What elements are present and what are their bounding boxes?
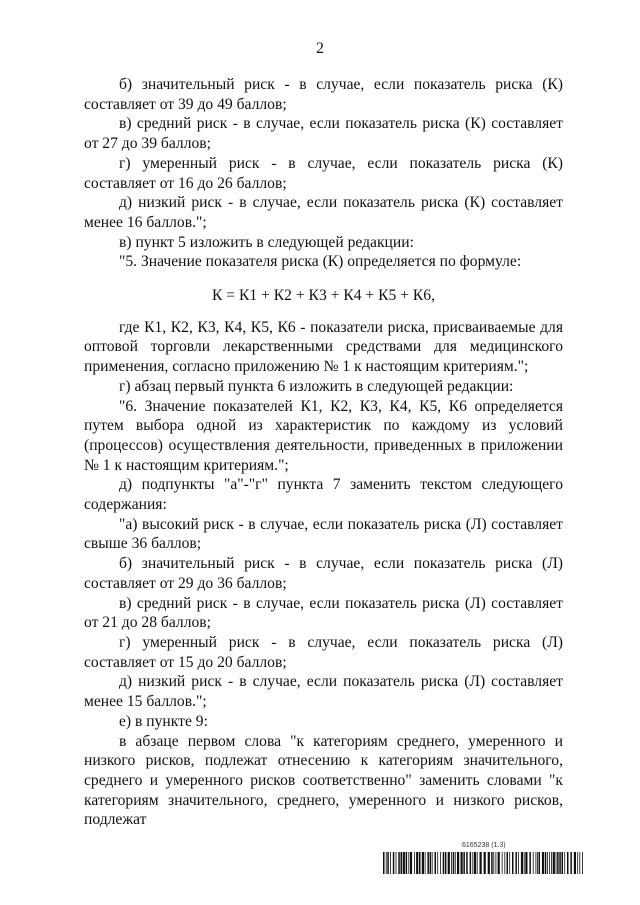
paragraph: в) пункт 5 изложить в следующей редакции: xyxy=(119,233,414,251)
paragraph: в) средний риск - в случае, если показатель риска (К) составляет от 27 до 39 баллов; xyxy=(84,115,563,153)
paragraph: д) подпункты "а"-"г" пункта 7 заменить текстом следующего содержания: xyxy=(84,476,563,514)
paragraph: где К1, К2, К3, К4, К5, К6 - показатели риска, присваиваемые для оптовой торговли лекарственными средствами для медицинского применения, согласно приложению № 1 к настоящим критериям."; xyxy=(84,318,563,376)
paragraph: д) низкий риск - в случае, если показатель риска (К) составляет менее 16 баллов."; xyxy=(84,194,563,231)
paragraph: г) умеренный риск - в случае, если показатель риска (Л) составляет от 15 до 20 баллов; xyxy=(84,633,563,671)
paragraph: г) умеренный риск - в случае, если показатель риска (К) составляет от 16 до 26 баллов; xyxy=(84,154,563,192)
paragraph: "5. Значение показателя риска (К) определяется по формуле: xyxy=(119,253,522,271)
document-body xyxy=(84,75,563,830)
paragraph: е) в пункте 9: xyxy=(119,712,208,730)
formula: К = К1 + К2 + К3 + К4 + К5 + К6, xyxy=(211,287,436,305)
paragraph: г) абзац первый пункта 6 изложить в следующей редакции: xyxy=(119,377,514,395)
barcode-icon xyxy=(383,852,583,874)
paragraph: "а) высокий риск - в случае, если показатель риска (Л) составляет свыше 36 баллов; xyxy=(84,515,563,553)
page-number: 2 xyxy=(316,40,324,57)
paragraph: в абзаце первом слова "к категориям среднего, умеренного и низкого рисков, подлежат отнесению к категориям значительного, среднего и умеренного рисков соответственно" заменить словами "к категориям значительного, среднего, умеренного и низкого рисков, подлежат xyxy=(84,732,563,829)
paragraph: д) низкий риск - в случае, если показатель риска (Л) составляет менее 15 баллов."; xyxy=(84,673,563,711)
document-code: 6165238 (1.3) xyxy=(462,842,506,849)
paragraph: "6. Значение показателей К1, К2, К3, К4, К5, К6 определяется путем выбора одной из характеристик по каждому из условий (процессов) осуществления деятельности, приведенных в приложении № 1 к настоящим критериям."; xyxy=(84,397,563,474)
paragraph: б) значительный риск - в случае, если показатель риска (Л) составляет от 29 до 36 баллов; xyxy=(84,555,563,592)
paragraph: б) значительный риск - в случае, если показатель риска (К) составляет от 39 до 49 баллов; xyxy=(84,76,563,113)
paragraph: в) средний риск - в случае, если показатель риска (Л) составляет от 21 до 28 баллов; xyxy=(84,594,563,632)
